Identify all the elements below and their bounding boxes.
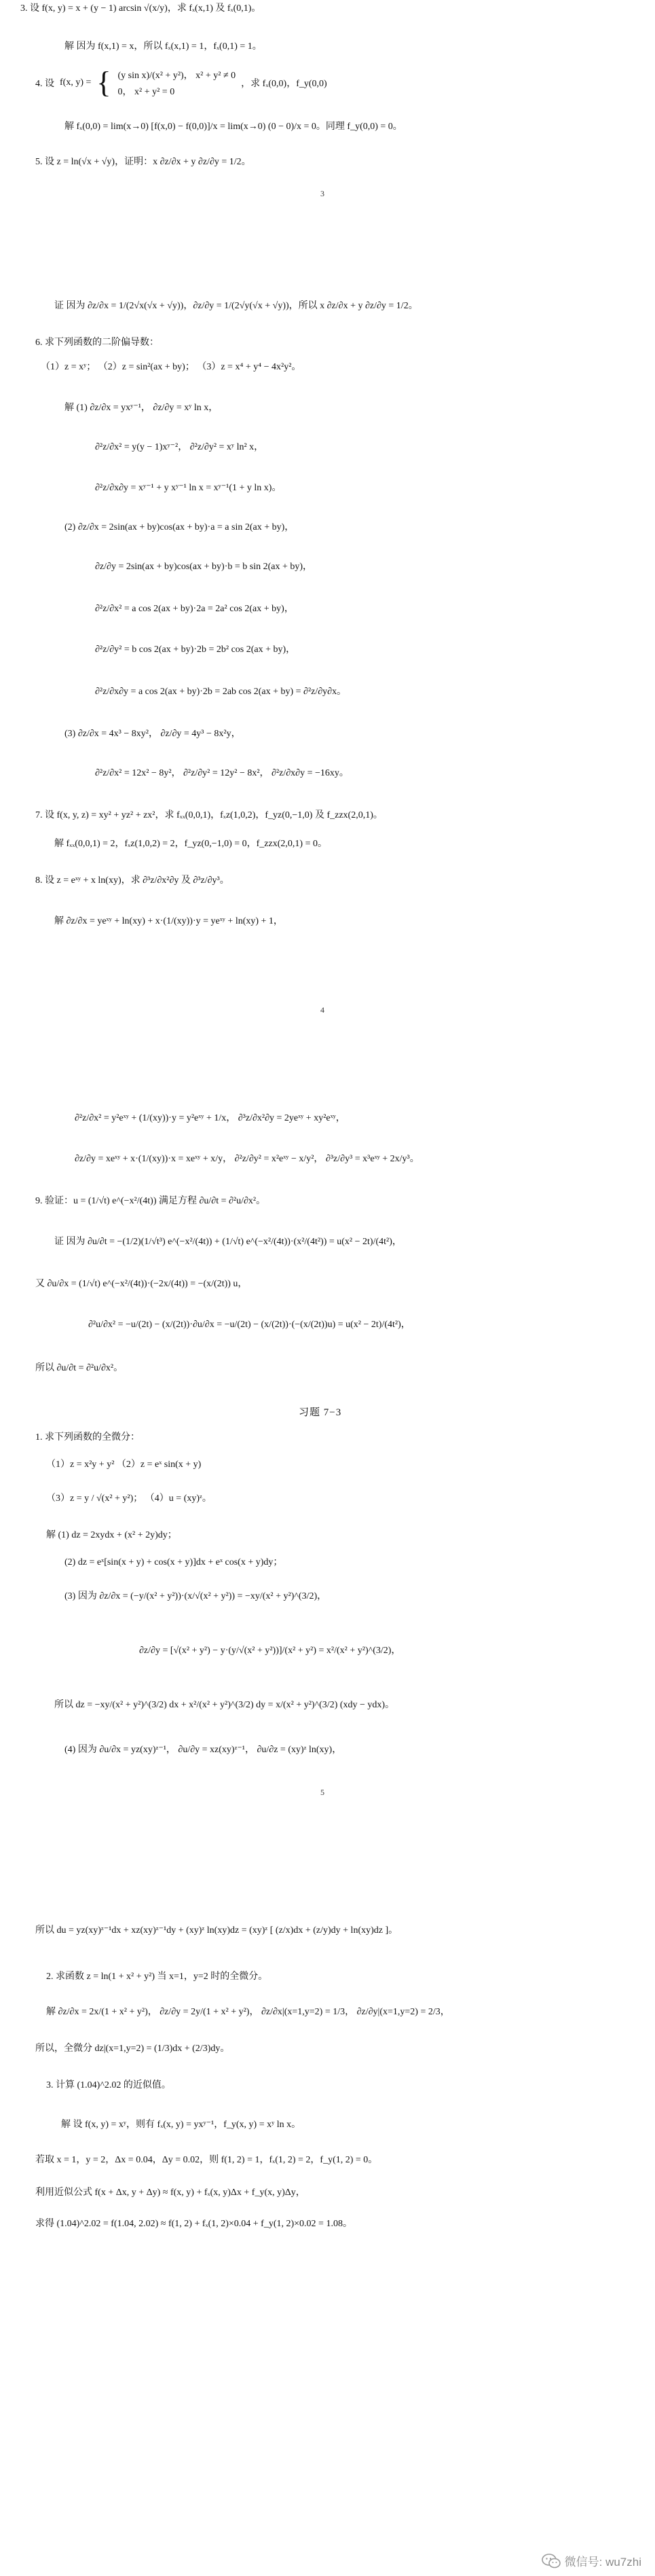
exercise-2-sol-a: 解 ∂z/∂x = 2x/(1 + x² + y²)， ∂z/∂y = 2y/(1 + x² + y²)， ∂z/∂x|(x=1,y=2) = 1/3， ∂z/∂y|(x=1,y=2) = 2/3， [46, 2007, 450, 2017]
piecewise-cases [118, 68, 236, 98]
solution-6-1a: 解 (1) ∂z/∂x = yxʸ⁻¹， ∂z/∂y = xʸ ln x， [64, 403, 219, 413]
problem-3: 3. 设 f(x, y) = x + (y − 1) arcsin √(x/y)，求 fₓ(x,1) 及 fₓ(0,1)。 [20, 3, 261, 14]
exercise-1-sol-4b: 所以 du = yz(xy)ᶻ⁻¹dx + xz(xy)ᶻ⁻¹dy + (xy)ᶻ ln(xy)dz = (xy)ᶻ [ (z/x)dx + (z/y)dy + ln(xy)dz ]。 [35, 1925, 398, 1936]
exercise-1-items-b: （3）z = y / √(x² + y²)； （4）u = (xy)ᶻ。 [46, 1493, 212, 1504]
solution-6-2d: ∂²z/∂y² = b cos 2(ax + by)·2b = 2b² cos 2(ax + by)， [95, 645, 296, 655]
page-number: 5 [320, 1788, 324, 1797]
exercise-1-sol-3c: 所以 dz = −xy/(x² + y²)^(3/2) dx + x²/(x² + y²)^(3/2) dy = x/(x² + y²)^(3/2) (xdy − ydx)。 [54, 1700, 395, 1710]
watermark-label: 微信号: wu7zhi [564, 2556, 641, 2569]
case-2: 0， x² + y² = 0 [117, 87, 175, 97]
problem-4-ask: ，求 fₓ(0,0)，f_y(0,0) [241, 79, 327, 89]
proof-9d: 所以 ∂u/∂t = ∂²u/∂x²。 [35, 1363, 124, 1373]
exercise-3-sol-a: 解 设 f(x, y) = xʸ，则有 fₓ(x, y) = yxʸ⁻¹，f_y(x, y) = xʸ ln x。 [61, 2120, 301, 2130]
solution-6-2a: (2) ∂z/∂x = 2sin(ax + by)cos(ax + by)·a = a sin 2(ax + by)， [64, 522, 295, 532]
problem-5: 5. 设 z = ln(√x + √y)，证明：x ∂z/∂x + y ∂z/∂y = 1/2。 [35, 157, 251, 167]
solution-3: 解 因为 f(x,1) = x，所以 fₓ(x,1) = 1，fₓ(0,1) = 1。 [64, 41, 262, 52]
exercise-3-sol-d: 求得 (1.04)^2.02 = f(1.04, 2.02) ≈ f(1, 2) + fₓ(1, 2)×0.04 + f_y(1, 2)×0.02 = 1.08。 [35, 2219, 352, 2229]
exercise-1: 1. 求下列函数的全微分： [35, 1432, 140, 1443]
page-number: 4 [320, 1005, 324, 1015]
solution-6-3a: (3) ∂z/∂x = 4x³ − 8xy²， ∂z/∂y = 4y³ − 8x²y， [64, 729, 241, 739]
exercise-1-sol-2: (2) dz = eˣ[sin(x + y) + cos(x + y)]dx + eˣ cos(x + y)dy； [64, 1557, 283, 1567]
exercise-3-sol-c: 利用近似公式 f(x + Δx, y + Δy) ≈ f(x, y) + fₓ(x, y)Δx + f_y(x, y)Δy， [35, 2188, 305, 2198]
problem-6: 6. 求下列函数的二阶偏导数： [35, 338, 159, 348]
exercise-1-sol-3a: (3) 因为 ∂z/∂x = (−y/(x² + y²))·(x/√(x² + y²)) = −xy/(x² + y²)^(3/2)， [64, 1591, 327, 1601]
exercise-1-sol-4a: (4) 因为 ∂u/∂x = yz(xy)ᶻ⁻¹， ∂u/∂y = xz(xy)ᶻ⁻¹， ∂u/∂z = (xy)ᶻ ln(xy)， [64, 1745, 342, 1755]
exercise-heading: 习题 7−3 [299, 1407, 342, 1418]
problem-9: 9. 验证：u = (1/√t) e^(−x²/(4t)) 满足方程 ∂u/∂t = ∂²u/∂x²。 [35, 1196, 266, 1206]
solution-6-1c: ∂²z/∂x∂y = xʸ⁻¹ + y xʸ⁻¹ ln x = xʸ⁻¹(1 + y ln x)。 [95, 483, 282, 493]
page-number: 3 [320, 189, 324, 198]
solution-6-1b: ∂²z/∂x² = y(y − 1)xʸ⁻²， ∂²z/∂y² = xʸ ln² x， [95, 442, 264, 452]
exercise-2: 2. 求函数 z = ln(1 + x² + y²) 当 x=1，y=2 时的全微分。 [46, 1972, 268, 1982]
problem-6-items: （1）z = xʸ； （2）z = sin²(ax + by)； （3）z = x⁴ + y⁴ − 4x²y²。 [41, 362, 301, 372]
problem-4-function: f(x, y) = [60, 77, 92, 88]
solution-6-2b: ∂z/∂y = 2sin(ax + by)cos(ax + by)·b = b sin 2(ax + by)， [95, 562, 313, 572]
case-1: (y sin x)/(x² + y²)， x² + y² ≠ 0 [117, 71, 236, 81]
proof-9a: 证 因为 ∂u/∂t = −(1/2)(1/√t³) e^(−x²/(4t)) + (1/√t) e^(−x²/(4t))·(x²/(4t²)) = u(x² − 2t)/(4t²)， [54, 1237, 402, 1247]
solution-6-2c: ∂²z/∂x² = a cos 2(ax + by)·2a = 2a² cos 2(ax + by)， [95, 604, 294, 614]
solution-8b: ∂²z/∂x² = y²eˣʸ + (1/(xy))·y = y²eˣʸ + 1/x， ∂³z/∂x²∂y = 2yeˣʸ + xy²eˣʸ， [75, 1113, 345, 1123]
exercise-1-sol-3b: ∂z/∂y = [√(x² + y²) − y·(y/√(x² + y²))]/(x² + y²) = x²/(x² + y²)^(3/2)， [139, 1646, 401, 1656]
problem-7: 7. 设 f(x, y, z) = xy² + yz² + zx²，求 fₓₓ(0,0,1)，fₓz(1,0,2)，f_yz(0,−1,0) 及 f_zzx(2,0,1)。 [35, 810, 383, 820]
exercise-2-sol-b: 所以，全微分 dz|(x=1,y=2) = (1/3)dx + (2/3)dy。 [35, 2044, 230, 2054]
exercise-1-items-a: （1）z = x²y + y² （2）z = eˣ sin(x + y) [46, 1459, 202, 1470]
exercise-3-sol-b: 若取 x = 1，y = 2，Δx = 0.04，Δy = 0.02，则 f(1, 2) = 1，fₓ(1, 2) = 2，f_y(1, 2) = 0。 [35, 2155, 378, 2165]
solution-6-2e: ∂²z/∂x∂y = a cos 2(ax + by)·2b = 2ab cos 2(ax + by) = ∂²z/∂y∂x。 [95, 687, 347, 697]
problem-8: 8. 设 z = eˣʸ + x ln(xy)，求 ∂³z/∂x²∂y 及 ∂³z/∂y³。 [35, 875, 229, 886]
problem-4-label: 4. 设 [35, 79, 54, 89]
solution-4: 解 fₓ(0,0) = lim(x→0) [f(x,0) − f(0,0)]/x = lim(x→0) (0 − 0)/x = 0。同理 f_y(0,0) = 0。 [64, 122, 403, 132]
watermark [542, 2552, 641, 2569]
problem-4 [35, 68, 327, 98]
piecewise-brace: { [96, 66, 111, 99]
solution-6-3b: ∂²z/∂x² = 12x² − 8y²， ∂²z/∂y² = 12y² − 8x²， ∂²z/∂x∂y = −16xy。 [95, 768, 349, 778]
proof-9b: 又 ∂u/∂x = (1/√t) e^(−x²/(4t))·(−2x/(4t)) = −(x/(2t)) u， [35, 1279, 248, 1289]
exercise-3: 3. 计算 (1.04)^2.02 的近似值。 [46, 2080, 171, 2090]
proof-9c: ∂²u/∂x² = −u/(2t) − (x/(2t))·∂u/∂x = −u/(2t) − (x/(2t))·(−(x/(2t))u) = u(x² − 2t)/(4t²)， [88, 1320, 411, 1330]
exercise-1-sol-1: 解 (1) dz = 2xydx + (x² + 2y)dy； [46, 1530, 177, 1540]
solution-8a: 解 ∂z/∂x = yeˣʸ + ln(xy) + x·(1/(xy))·y = yeˣʸ + ln(xy) + 1， [54, 916, 283, 926]
wechat-icon [542, 2554, 561, 2569]
solution-7: 解 fₓₓ(0,0,1) = 2，fₓz(1,0,2) = 2，f_yz(0,−1,0) = 0，f_zzx(2,0,1) = 0。 [54, 839, 327, 849]
proof-5: 证 因为 ∂z/∂x = 1/(2√x(√x + √y))，∂z/∂y = 1/(2√y(√x + √y))，所以 x ∂z/∂x + y ∂z/∂y = 1/2。 [54, 301, 418, 311]
solution-8c: ∂z/∂y = xeˣʸ + x·(1/(xy))·x = xeˣʸ + x/y， ∂²z/∂y² = x²eˣʸ − x/y²， ∂³z/∂y³ = x³eˣʸ + 2x/y³。 [75, 1154, 419, 1164]
